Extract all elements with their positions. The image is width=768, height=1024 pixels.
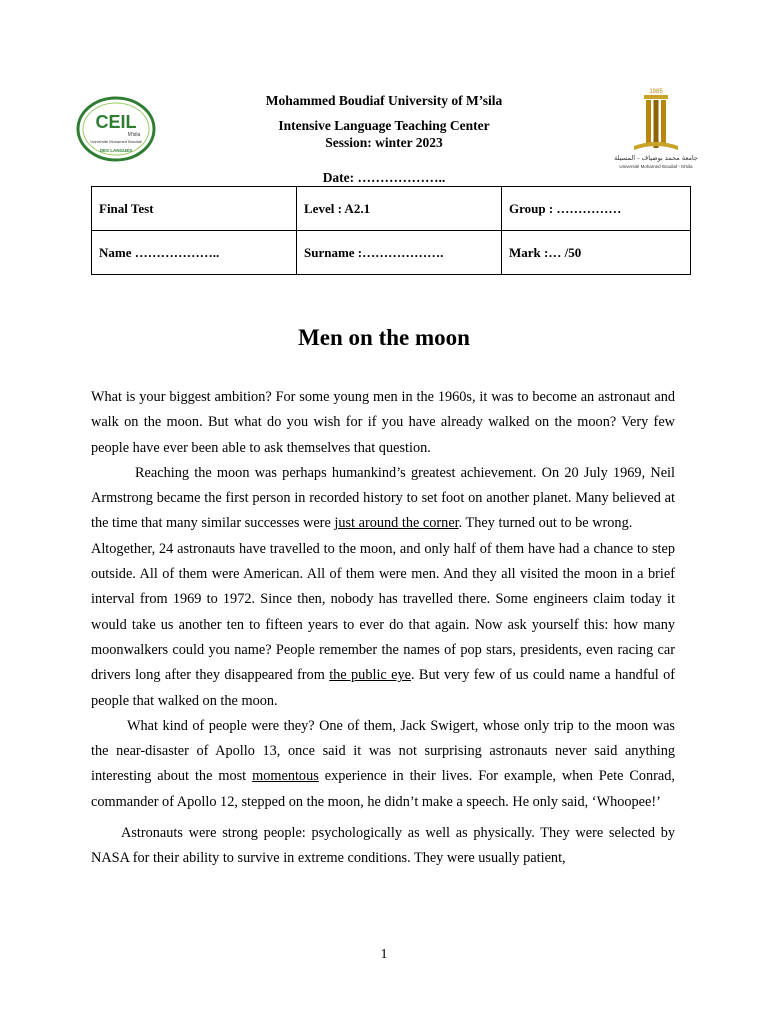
- name-cell: Name ………………..: [92, 231, 297, 275]
- logo-ceil-subtext: M'sila: [127, 132, 141, 138]
- ceil-logo: [76, 96, 156, 162]
- paragraph-4-end: experience in their lives. For example, when Pete Conrad, commander of Apollo 12, stepped on the moon, he didn’t make a speech. He only said, ‘Whoopee!’: [91, 768, 675, 810]
- final-test-cell: Final Test: [92, 187, 297, 231]
- paragraph-3-text: Altogether, 24 astronauts have travelled to the moon, and only half of them have had a chance to step outside. All of them were American. All of them were men. And they all visited the moon in a brief interval from 1969 to 1972. Since then, nobody has travelled there. Some engineers claim today it would take us another ten to fifteen years to ever do that again. Now ask yourself this: how many moonwalkers could you name? People remember the names of pop stars, presidents, even racing car drivers long after they disappeared from: [91, 540, 675, 684]
- paragraph-4: [91, 714, 675, 815]
- session-label: Session: winter 2023: [325, 135, 443, 150]
- underlined-phrase-corner: just around the corner: [334, 515, 459, 532]
- center-name: Intensive Language Teaching Center: [278, 118, 490, 133]
- university-logo: [606, 86, 706, 172]
- underlined-word-momentous: momentous: [252, 768, 319, 785]
- reading-text: [91, 385, 675, 872]
- logo-caption-ar: جامعة محمد بوضياف - المسيلة: [614, 154, 698, 162]
- logo-year: 1985: [649, 89, 663, 95]
- text-title: Men on the moon: [298, 325, 470, 350]
- surname-cell: Surname :……………….: [297, 231, 502, 275]
- paragraph-2-end: . They turned out to be wrong.: [458, 515, 633, 532]
- group-cell: Group : ……………: [502, 187, 691, 231]
- paragraph-4-text: What kind of people were they? One of them, Jack Swigert, whose only trip to the moon was the near-disaster of Apollo 13, once said it was not surprising astronauts never said anything interesting about the most: [91, 717, 675, 785]
- logo-ceil-text: CEIL: [95, 112, 137, 132]
- paragraph-3-end: . But very few of us could name a handful of people that walked on the moon.: [91, 667, 675, 709]
- page-number: 1: [380, 947, 388, 962]
- table-row: [92, 187, 691, 231]
- paragraph-1: What is your biggest ambition? For some young men in the 1960s, it was to become an astronaut and walk on the moon. But what do you wish for if you have already walked on the moon? Very few people have ever been able to ask themselves that question.: [91, 389, 675, 456]
- paragraph-2: [91, 461, 675, 537]
- paragraph-5: Astronauts were strong people: psychologically as well as physically. They were selected by NASA for their ability to survive in extreme conditions. They were usually patient,: [91, 825, 675, 867]
- university-name: Mohammed Boudiaf University of M’sila: [265, 93, 503, 108]
- level-cell: Level : A2.1: [297, 187, 502, 231]
- date-field: Date: ………………..: [322, 170, 446, 185]
- paragraph-2-text: Reaching the moon was perhaps humankind’s greatest achievement. On 20 July 1969, Neil Armstrong became the first person in recorded history to set foot on another planet. Many believed at the time that many similar successes were: [91, 464, 675, 532]
- logo-ceil-bottom: DES LANGUES: [99, 148, 133, 153]
- table-row: [92, 231, 691, 275]
- document-header: [160, 92, 608, 151]
- logo-ceil-caption: Université Mohamed Boudiaf: [90, 139, 142, 144]
- logo-caption-fr: Université Mohamed Boudiaf - M'sila: [619, 164, 693, 169]
- mark-cell: Mark :… /50: [502, 231, 691, 275]
- paragraph-3: [91, 537, 675, 714]
- underlined-phrase-public-eye: the public eye: [329, 667, 411, 684]
- student-info-table: [91, 186, 691, 275]
